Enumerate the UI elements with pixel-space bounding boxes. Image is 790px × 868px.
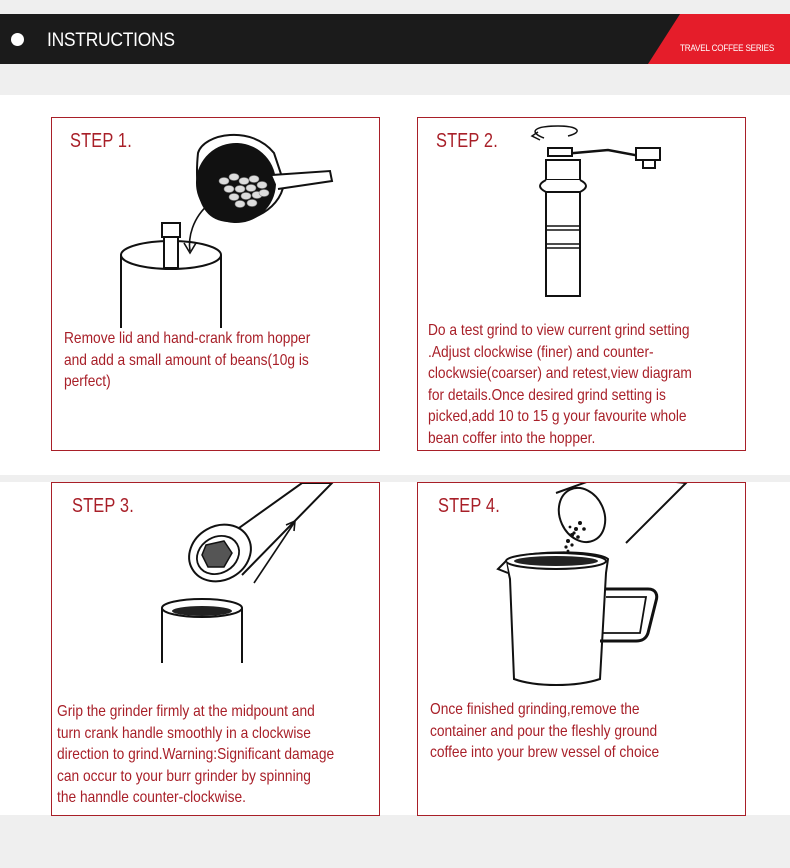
step-2-label: STEP 2. bbox=[436, 130, 498, 152]
header-accent-stripe bbox=[648, 14, 790, 64]
step-4-card bbox=[417, 482, 746, 816]
bullet-icon bbox=[11, 33, 24, 46]
pour-into-mug-icon bbox=[496, 483, 746, 693]
step-2-card bbox=[417, 117, 746, 451]
step-3-label: STEP 3. bbox=[72, 495, 134, 517]
step-1-label: STEP 1. bbox=[70, 130, 132, 152]
grinding-icon bbox=[152, 483, 352, 663]
header-bar bbox=[0, 14, 790, 64]
step-1-card bbox=[51, 117, 380, 451]
step-4-text: Once finished grinding,remove the container and pour the fleshly ground coffee into your brew vessel of choice bbox=[430, 701, 660, 761]
grinder-crank-icon bbox=[518, 120, 678, 305]
page-title: INSTRUCTIONS bbox=[47, 30, 175, 51]
step-3-card bbox=[51, 482, 380, 816]
step-4-label: STEP 4. bbox=[438, 495, 500, 517]
step-2-text: Do a test grind to view current grind setting .Adjust clockwise (finer) and counter- clockwsie(coarser) and retest,view diagram for details.Once desired grind setting is picked,add 10 to 15 g your favourite whole bean coffer into the hopper. bbox=[428, 322, 692, 447]
series-label: TRAVEL COFFEE SERIES bbox=[680, 43, 775, 53]
step-3-text: Grip the grinder firmly at the midpount and turn crank handle smoothly in a clockwise direction to grind.Warning:Significant damage can occur to your burr grinder by spinning the hanndle counter-clockwise. bbox=[57, 703, 335, 806]
beans-into-grinder-icon bbox=[112, 123, 380, 333]
step-1-text: Remove lid and hand-crank from hopper and add a small amount of beans(10g is perfect) bbox=[64, 330, 311, 390]
